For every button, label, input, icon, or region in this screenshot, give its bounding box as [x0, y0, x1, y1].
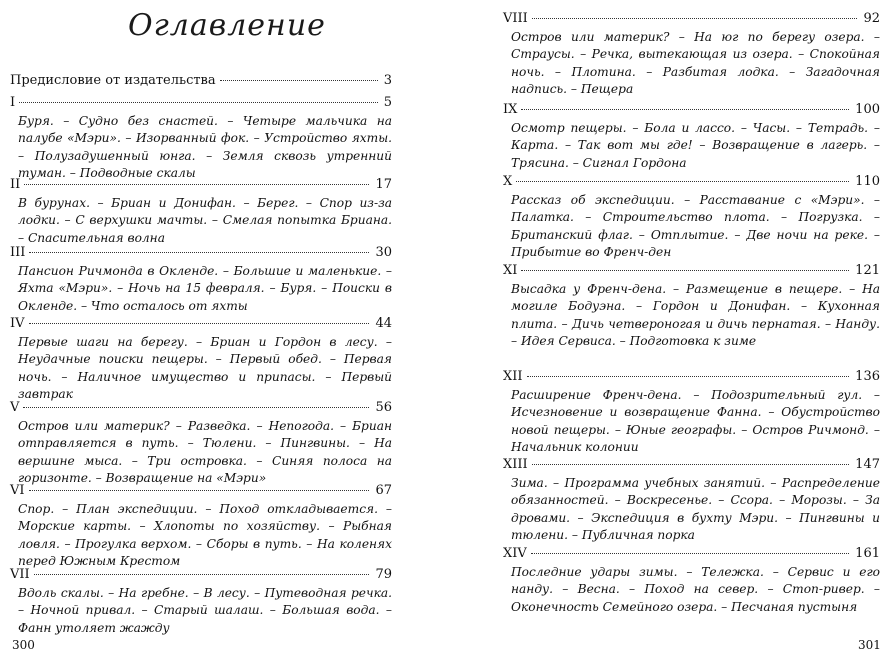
chapter-number: III — [10, 245, 26, 260]
toc-entry-preface[interactable] — [10, 72, 392, 90]
chapter-number: X — [503, 174, 513, 189]
page-number: 79 — [375, 567, 392, 582]
page-number: 56 — [375, 400, 392, 415]
page-number: 67 — [375, 483, 392, 498]
chapter-summary: Расширение Френч-дена. – Подозрительный гул. – Исчезновение и возвращение Фанна. – Обустройство новой пещеры. – Юные географы. – Остров Ричмонд. – Начальник колонии — [511, 388, 880, 454]
chapter-number: XII — [503, 369, 523, 384]
toc-entry-chapter-1[interactable] — [10, 94, 392, 182]
chapter-summary: Остров или материк? – На юг по берегу озера. – Страусы. – Речка, вытекающая из озера. – Спокойная ночь. – Плотина. – Разбитая лодка. – Загадочная надпись. – Пещера — [511, 30, 880, 96]
page-number: 17 — [375, 177, 392, 192]
toc-entry-chapter-7[interactable] — [10, 566, 392, 637]
page-number: 30 — [375, 245, 392, 260]
page-number: 92 — [863, 11, 880, 26]
page-number: 147 — [855, 457, 880, 472]
toc-entry-chapter-11[interactable] — [503, 262, 880, 350]
chapter-summary: Зима. – Программа учебных занятий. – Распределение обязанностей. – Воскресенье. – Ссора. – Морозы. – За дровами. – Экспедиция в бухту Мэри. – Пингвины и тюлени. – Публичная порка — [511, 476, 880, 542]
page-number: 100 — [855, 102, 880, 117]
toc-entry-chapter-9[interactable] — [503, 101, 880, 172]
chapter-number: V — [10, 400, 20, 415]
chapter-number: IV — [10, 316, 25, 331]
chapter-number: XIII — [503, 457, 528, 472]
preface-label: Предисловие от издательства — [10, 73, 216, 88]
toc-entry-chapter-4[interactable] — [10, 315, 392, 403]
toc-entry-chapter-14[interactable] — [503, 545, 880, 616]
chapter-summary: Последние удары зимы. – Тележка. – Сервис и его нанду. – Весна. – Поход на север. – Стоп-ривер. – Оконечность Семейного озера. – Песчаная пустыня — [511, 565, 880, 614]
chapter-number: II — [10, 177, 21, 192]
page-number: 161 — [855, 546, 880, 561]
dot-leader — [531, 553, 849, 554]
folio-left: 300 — [12, 638, 35, 652]
dot-leader — [23, 407, 369, 408]
toc-entry-chapter-6[interactable] — [10, 482, 392, 570]
dot-leader — [532, 18, 858, 19]
page-number: 136 — [855, 369, 880, 384]
chapter-number: VI — [10, 483, 25, 498]
chapter-number: VIII — [503, 11, 528, 26]
toc-entry-chapter-5[interactable] — [10, 399, 392, 487]
chapter-summary: Вдоль скалы. – На гребне. – В лесу. – Путеводная речка. – Ночной привал. – Старый шалаш. – Большая вода. – Фанн утоляет жажду — [18, 586, 392, 635]
dot-leader — [29, 323, 370, 324]
chapter-summary: Пансион Ричмонда в Окленде. – Большие и маленькие. – Яхта «Мэри». – Ночь на 15 февраля. – Буря. – Поиски в Окленде. – Что осталось от яхты — [18, 264, 392, 313]
dot-leader — [220, 80, 378, 81]
chapter-number: I — [10, 95, 16, 110]
chapter-number: XIV — [503, 546, 527, 561]
page-number: 3 — [383, 73, 392, 88]
toc-entry-chapter-12[interactable] — [503, 368, 880, 456]
dot-leader — [532, 464, 850, 465]
chapter-number: VII — [10, 567, 30, 582]
chapter-summary: Буря. – Судно без снастей. – Четыре мальчика на палубе «Мэри». – Изорванный фок. – Устройство яхты. – Полузадушенный юнга. – Земля сквозь утренний туман. – Подводные скалы — [18, 114, 392, 180]
dot-leader — [521, 109, 849, 110]
page-title: Оглавление — [128, 8, 326, 43]
chapter-summary: Высадка у Френч-дена. – Размещение в пещере. – На могиле Бодуэна. – Гордон и Донифан. – Кухонная плита. – Дичь четвероногая и дичь пернатая. – Нанду. – Идея Сервиса. – Подготовка к зиме — [511, 282, 880, 348]
dot-leader — [521, 270, 849, 271]
chapter-summary: Спор. – План экспедиции. – Поход откладывается. – Морские карты. – Хлопоты по хозяйству. – Рыбная ловля. – Прогулка верхом. – Сборы в путь. – На коленях перед Южным Крестом — [18, 502, 392, 568]
dot-leader — [19, 102, 378, 103]
toc-entry-chapter-2[interactable] — [10, 176, 392, 247]
chapter-summary: Осмотр пещеры. – Бола и лассо. – Часы. – Тетрадь. – Карта. – Так вот мы где! – Возвращение в лагерь. – Трясина. – Сигнал Гордона — [511, 121, 880, 170]
chapter-summary: Рассказ об экспедиции. – Расставание с «Мэри». – Палатка. – Строительство плота. – Погрузка. – Британский флаг. – Отплытие. – Две ночи на реке. – Прибытие во Френч-ден — [511, 193, 880, 259]
page-number: 5 — [383, 95, 392, 110]
dot-leader — [24, 184, 369, 185]
toc-entry-chapter-3[interactable] — [10, 244, 392, 315]
folio-right: 301 — [858, 638, 881, 652]
page-number: 110 — [855, 174, 880, 189]
dot-leader — [34, 574, 370, 575]
dot-leader — [29, 252, 369, 253]
dot-leader — [516, 181, 849, 182]
toc-entry-chapter-10[interactable] — [503, 173, 880, 261]
dot-leader — [29, 490, 370, 491]
dot-leader — [527, 376, 850, 377]
chapter-summary: В бурунах. – Бриан и Донифан. – Берег. – Спор из-за лодки. – С верхушки мачты. – Смелая попытка Бриана. – Спасительная волна — [18, 196, 392, 245]
page-number: 44 — [375, 316, 392, 331]
chapter-summary: Остров или материк? – Разведка. – Непогода. – Бриан отправляется в путь. – Тюлени. – Пингвины. – На вершине мыса. – Три островка. – Синяя полоса на горизонте. – Возвращение на «Мэри» — [18, 419, 392, 485]
chapter-number: XI — [503, 263, 518, 278]
toc-entry-chapter-13[interactable] — [503, 456, 880, 544]
toc-entry-chapter-8[interactable] — [503, 10, 880, 98]
chapter-number: IX — [503, 102, 518, 117]
page-number: 121 — [855, 263, 880, 278]
chapter-summary: Первые шаги на берегу. – Бриан и Гордон в лесу. – Неудачные поиски пещеры. – Первый обед. – Первая ночь. – Наличное имущество и припасы. – Первый завтрак — [18, 335, 392, 401]
